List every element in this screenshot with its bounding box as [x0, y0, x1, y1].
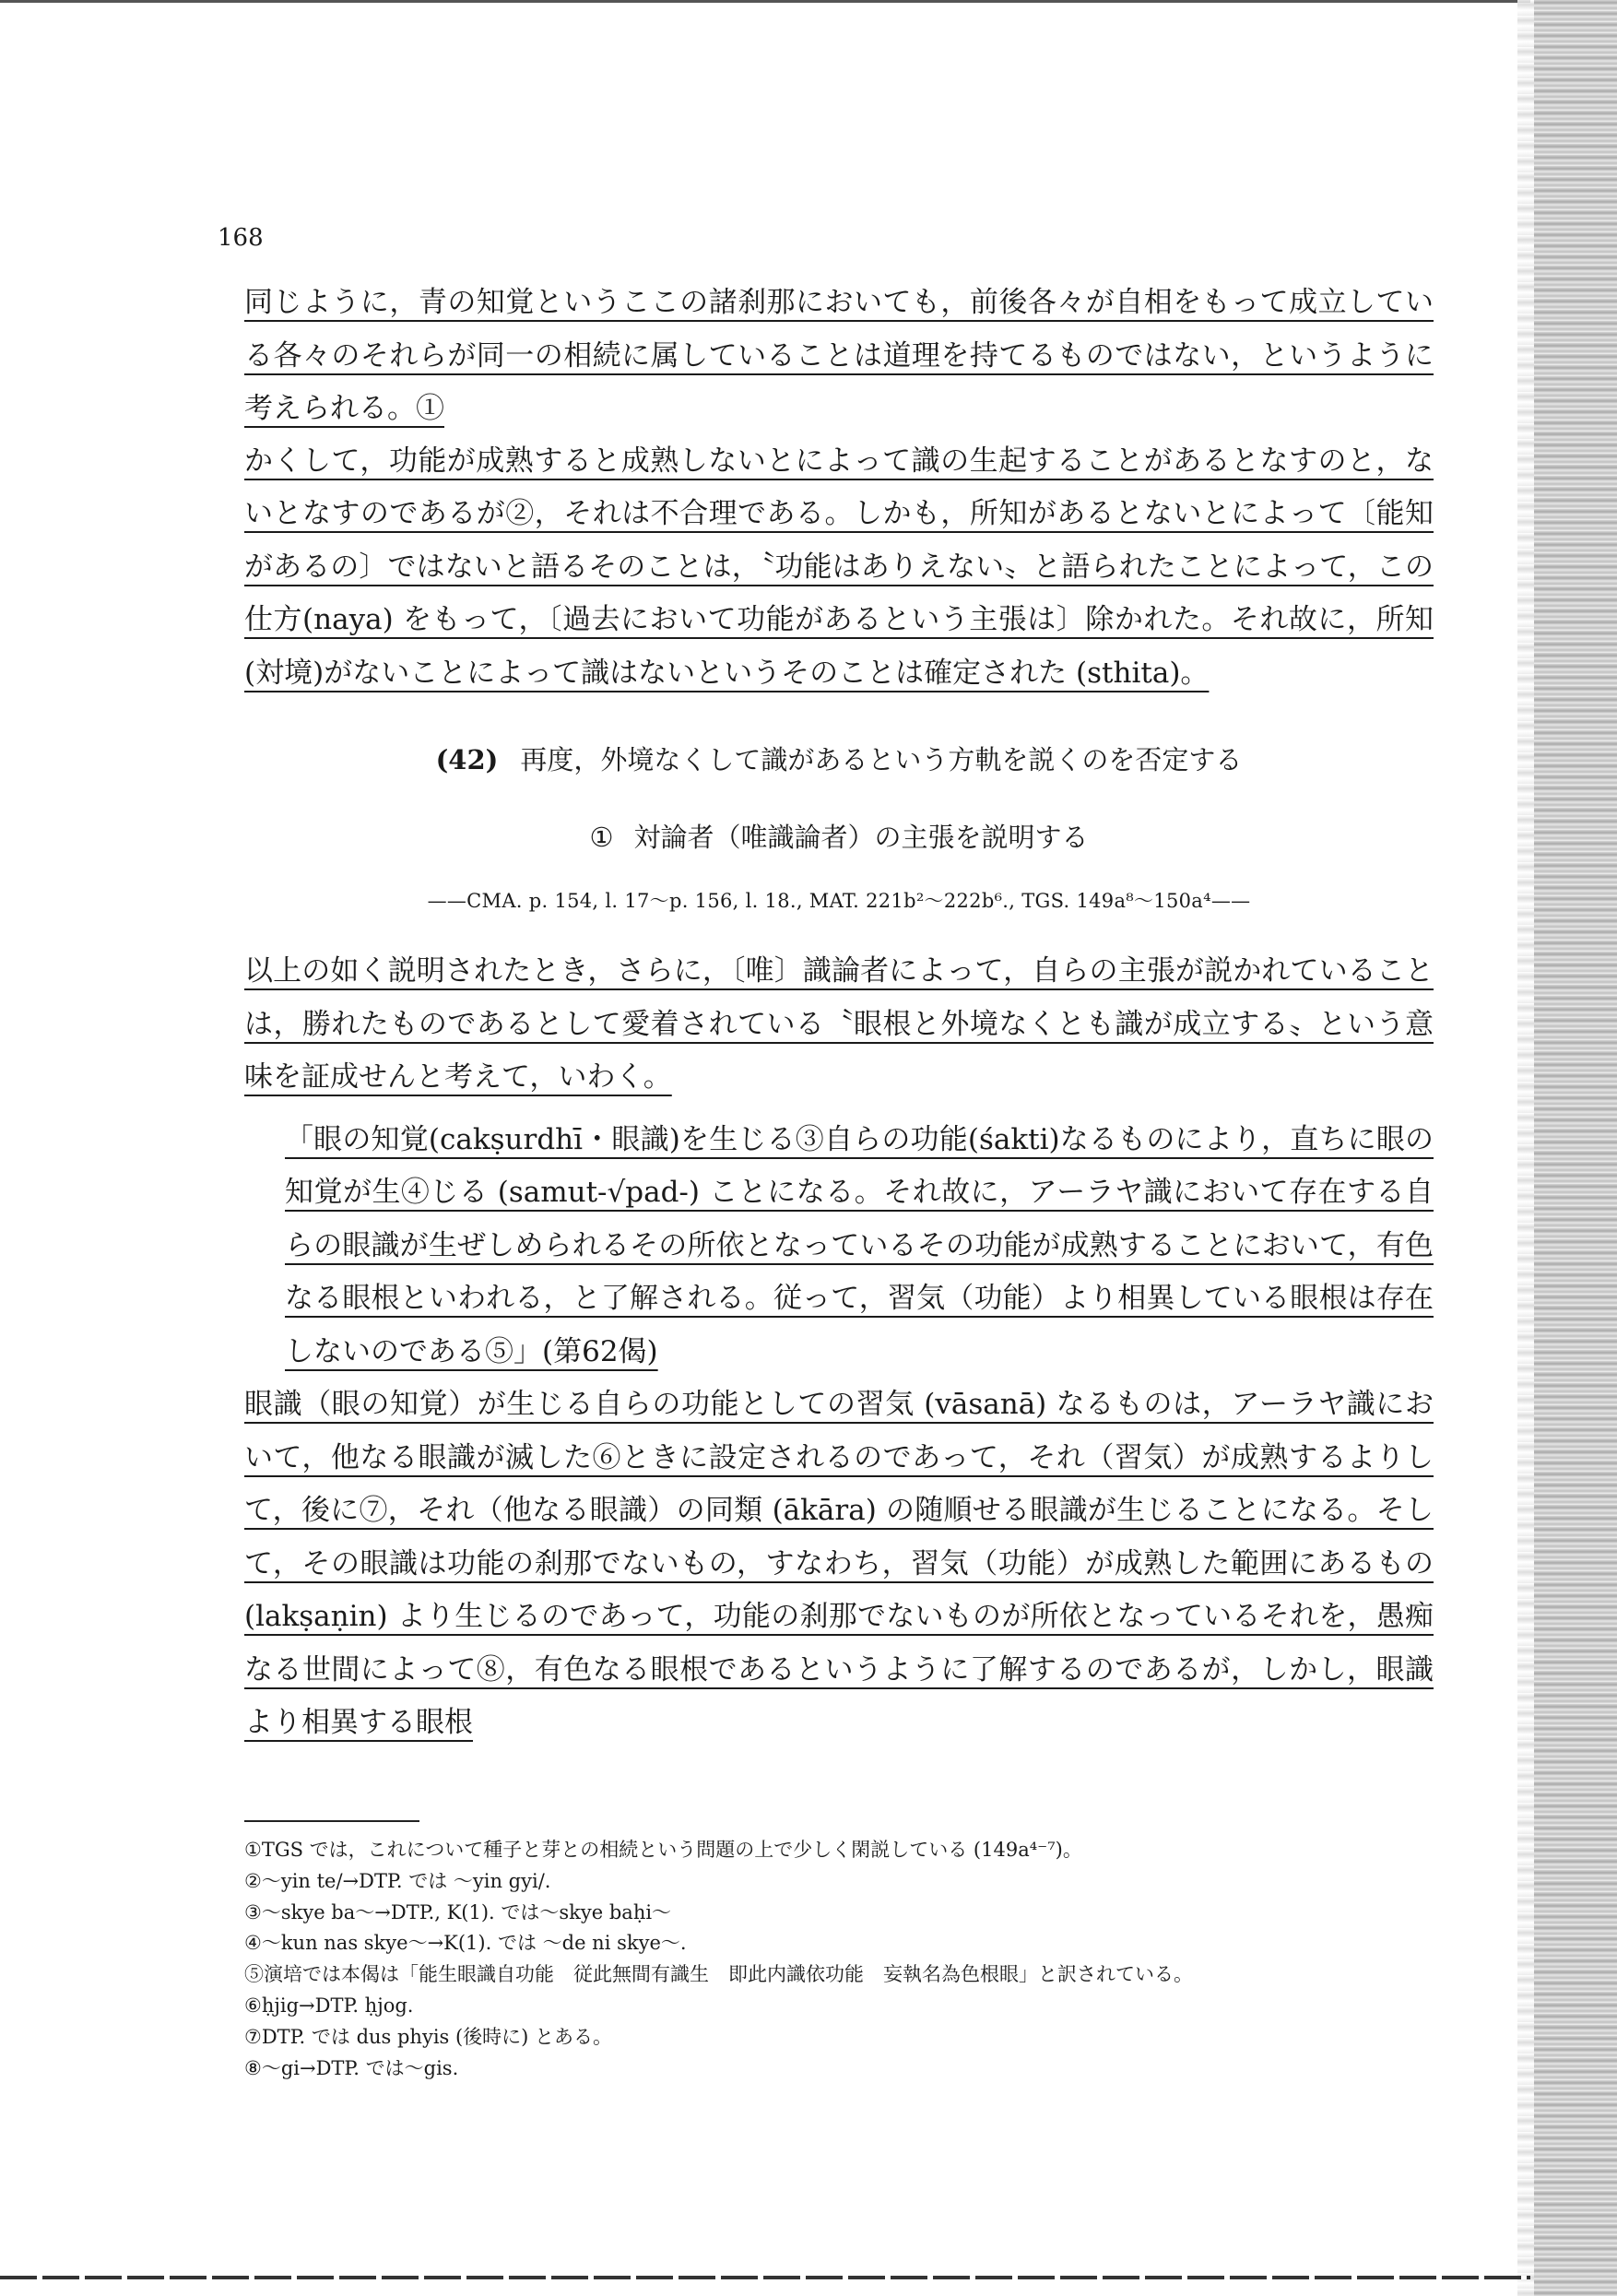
source-reference: ——CMA. p. 154, l. 17～p. 156, l. 18., MAT. 221b²～222b⁶., TGS. 149a⁸～150a⁴—— [427, 890, 1251, 912]
footnote-1: ①TGS では，これについて種子と芽との相続という問題の上で少しく閑説している (149a⁴⁻⁷)。 [244, 1839, 1082, 1861]
paragraph-2: かくして，功能が成熟すると成熟しないとによって識の生起することがあるとなすのと，ないとなすのであるが②，それは不合理である。しかも，所知があるとないとによって〔能知があるの〕ではないと語るそのことは，〝功能はありえない〟と語られたことによって，この仕方(naya) をもって，〔過去において功能があるという主張は〕除かれた。それ故に，所知(対境)がないことによって識はないというそのことは確定された (sthita)。 [244, 444, 1434, 690]
footnote-3: ③～skye ba～→DTP., K(1). では～skye baḥi～ [244, 1900, 672, 1923]
footnote-8: ⑧～gi→DTP. では～gis. [244, 2056, 459, 2079]
scan-binding-edge [1534, 0, 1617, 2296]
footnotes [244, 1835, 1434, 2084]
paragraph-commentary: 眼識（眼の知覚）が生じる自らの功能としての習気 (vāsanā) なるものは，アーラヤ識において，他なる眼識が滅した⑥ときに設定されるのであって，それ（習気）が成熟するよりして，後に⑦，それ（他なる眼識）の同類 (ākāra) の随順せる眼識が生じることになる。そして，その眼識は功能の刹那でないもの，すなわち，習気（功能）が成熟した範囲にあるもの (lakṣaṇin) より生じるのであって，功能の刹那でないものが所依となっているそれを，愚痴なる世間によって⑧，有色なる眼根であるというように了解するのであるが，しかし，眼識より相異する眼根 [244, 1388, 1434, 1739]
scan-bottom-edge [0, 2276, 1530, 2279]
footnote-6: ⑥ḥjig→DTP. ḥjog. [244, 1994, 414, 2017]
footnote-divider [244, 1820, 419, 1822]
verse-quote: 「眼の知覚(cakṣurdhī・眼識)を生じる③自らの功能(śakti)なるものにより，直ちに眼の知覚が生④じる (samut-√pad-) ことになる。それ故に，アーラヤ識において存在する自らの眼識が生ぜしめられるその所依となっているその功能が成熟することにおいて，有色なる眼根といわれる，と了解される。従って，習気（功能）より相異している眼根は存在しないのである⑤」(第62偈) [285, 1122, 1434, 1368]
subsection-heading [244, 817, 1434, 855]
footnote-4: ④～kun nas skye～→K(1). では ～de ni skye～. [244, 1932, 687, 1955]
section-number: (42) [435, 744, 499, 775]
subsection-number: ① [589, 822, 614, 853]
section-heading [244, 740, 1434, 777]
subsection-title: 対論者（唯識論者）の主張を説明する [633, 822, 1089, 853]
paragraph-intro: 以上の如く説明されたとき，さらに，〔唯〕識論者によって，自らの主張が説かれていることは，勝れたものであるとして愛着されている〝眼根と外境なくとも識が成立する〟という意味を証成せんと考えて，いわく。 [244, 954, 1434, 1094]
footnote-2: ②～yin te/→DTP. では ～yin gyi/. [244, 1869, 551, 1892]
page-number: 168 [218, 224, 264, 252]
paragraph-1: 同じように，青の知覚というここの諸刹那においても，前後各々が自相をもって成立している各々のそれらが同一の相続に属していることは道理を持てるものではない，というように考えられる。① [244, 286, 1434, 425]
footnote-7: ⑦DTP. では dus phyis (後時に) とある。 [244, 2025, 613, 2048]
main-text [244, 277, 1434, 1750]
section-title: 再度，外境なくして識があるという方軌を説くのを否定する [520, 744, 1243, 775]
scan-top-edge [0, 0, 1530, 3]
footnote-5: ⑤演培では本偈は「能生眼識自功能 従此無間有識生 即此内識依功能 妄執名為色根眼」と訳されている。 [244, 1963, 1193, 1986]
